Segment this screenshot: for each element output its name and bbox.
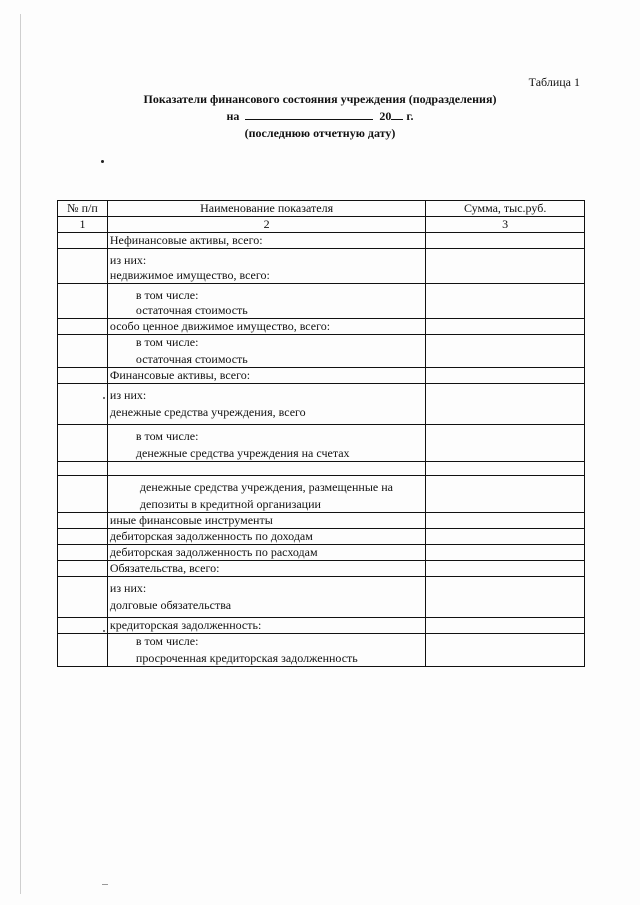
sum-cell [426, 319, 585, 335]
table-row [58, 284, 585, 319]
row-label [107, 462, 425, 476]
row-label: кредиторская задолженность: [107, 618, 425, 634]
scan-mark [102, 884, 108, 885]
row-label: из них: денежные средства учреждения, всего [107, 384, 425, 425]
row-label: Финансовые активы, всего: [107, 368, 425, 384]
table-row [58, 249, 585, 284]
row-label: иные финансовые инструменты [107, 513, 425, 529]
sum-cell [426, 284, 585, 319]
col-number-2: 2 [107, 217, 425, 233]
row-label: Обязательства, всего: [107, 561, 425, 577]
row-label: в том числе: просроченная кредиторская задолженность [107, 634, 425, 667]
table-row [58, 618, 585, 634]
row-label: в том числе: остаточная стоимость [107, 284, 425, 319]
row-label: в том числе: денежные средства учреждения на счетах [107, 425, 425, 462]
document-subtitle: (последнюю отчетную дату) [244, 126, 396, 140]
row-label: денежные средства учреждения, размещенные на депозиты в кредитной организации [107, 476, 425, 513]
row-label: Нефинансовые активы, всего: [107, 233, 425, 249]
date-prefix: на [226, 109, 240, 123]
row-label: дебиторская задолженность по доходам [107, 529, 425, 545]
table-row [58, 425, 585, 462]
date-line [0, 109, 640, 124]
year-blank [391, 109, 403, 120]
header-sum: Сумма, тыс.руб. [426, 201, 585, 217]
financial-table [57, 200, 585, 667]
row-label: в том числе: остаточная стоимость [107, 335, 425, 368]
table-header-row [58, 201, 585, 217]
sum-cell [426, 384, 585, 425]
date-suffix: г. [406, 109, 414, 123]
sum-cell [426, 513, 585, 529]
sum-cell [426, 529, 585, 545]
table-row [58, 462, 585, 476]
sum-cell [426, 249, 585, 284]
sum-cell [426, 233, 585, 249]
date-blank [245, 109, 373, 120]
sum-cell [426, 634, 585, 667]
row-label: дебиторская задолженность по расходам [107, 545, 425, 561]
sum-cell [426, 462, 585, 476]
col-number-3: 3 [426, 217, 585, 233]
page-edge [20, 14, 21, 894]
table-row [58, 384, 585, 425]
table-row [58, 513, 585, 529]
row-label: особо ценное движимое имущество, всего: [107, 319, 425, 335]
table-row [58, 319, 585, 335]
row-label: из них: долговые обязательства [107, 577, 425, 618]
table-row [58, 476, 585, 513]
header-num: № п/п [58, 201, 108, 217]
header-name: Наименование показателя [107, 201, 425, 217]
document-title: Показатели финансового состояния учреждения (подразделения) [143, 92, 497, 106]
table-row [58, 561, 585, 577]
sum-cell [426, 425, 585, 462]
column-numbers-row [58, 217, 585, 233]
col-number-1: 1 [58, 217, 108, 233]
table-row [58, 634, 585, 667]
sum-cell [426, 476, 585, 513]
bullet-mark [101, 160, 104, 163]
sum-cell [426, 577, 585, 618]
sum-cell [426, 618, 585, 634]
table-row [58, 233, 585, 249]
date-year: 20 [379, 109, 392, 123]
table-row [58, 545, 585, 561]
sum-cell [426, 335, 585, 368]
table-row [58, 335, 585, 368]
table-row [58, 577, 585, 618]
table-row [58, 529, 585, 545]
row-label: из них: недвижимое имущество, всего: [107, 249, 425, 284]
sum-cell [426, 368, 585, 384]
sum-cell [426, 545, 585, 561]
table-label: Таблица 1 [528, 75, 580, 89]
sum-cell [426, 561, 585, 577]
table-row [58, 368, 585, 384]
